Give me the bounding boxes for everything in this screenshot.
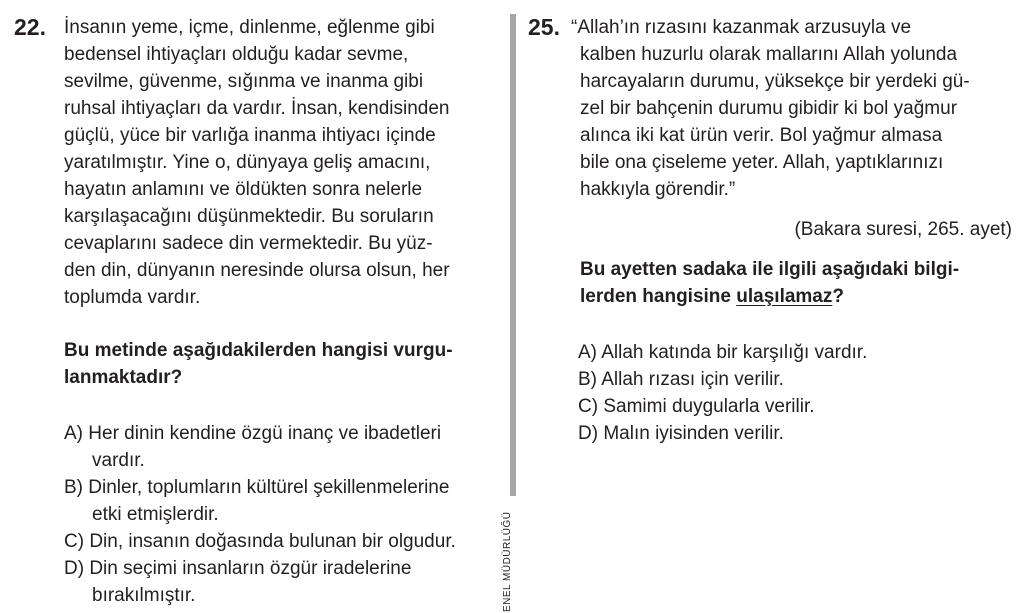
q25-option-c[interactable]: C) Samimi duygularla verilir. — [578, 396, 815, 417]
q25-source: (Bakara suresi, 265. ayet) — [794, 219, 1012, 240]
q25-question-underlined: ulaşılamaz — [736, 286, 833, 307]
q22-option-c[interactable]: C) Din, insanın doğasında bulunan bir olgudur. — [64, 531, 456, 552]
q22-text-line: karşılaşacağını düşünmektedir. Bu soruların — [64, 206, 434, 227]
q22-text-line: yaratılmıştır. Yine o, dünyaya geliş amacını, — [64, 152, 431, 173]
q25-option-a[interactable]: A) Allah katında bir karşılığı vardır. — [578, 342, 868, 363]
q25-quote-line: “Allah’ın rızasını kazanmak arzusuyla ve — [571, 17, 912, 38]
q25-quote-line: bile ona çiseleme yeter. Allah, yaptıklarınızı — [580, 152, 944, 173]
q22-text-line: ruhsal ihtiyaçları da vardır. İnsan, kendisinden — [64, 98, 450, 119]
q25-question-line: Bu ayetten sadaka ile ilgili aşağıdaki bilgi- — [580, 259, 960, 280]
q22-text-line: sevilme, güvenme, sığınma ve inanma gibi — [64, 71, 424, 92]
q22-text-line: cevaplarını sadece din vermektedir. Bu yüz- — [64, 233, 433, 254]
question-22-number: 22. — [14, 14, 46, 40]
q25-question-line — [580, 283, 844, 310]
q22-question-line: Bu metinde aşağıdakilerden hangisi vurgu- — [64, 340, 453, 361]
q25-quote-line: zel bir bahçenin durumu gibidir ki bol yağmur — [580, 98, 958, 119]
q22-question-line: lanmaktadır? — [64, 367, 183, 388]
q25-quote-line: alınca iki kat ürün verir. Bol yağmur almasa — [580, 125, 943, 146]
q22-option-a[interactable]: A) Her dinin kendine özgü inanç ve ibadetleri — [64, 423, 442, 444]
q22-text-line: bedensel ihtiyaçları olduğu kadar sevme, — [64, 44, 409, 65]
q25-option-d[interactable]: D) Malın iyisinden verilir. — [578, 423, 784, 444]
q22-text-line: toplumda vardır. — [64, 287, 201, 308]
q25-quote-line: hakkıyla görendir.” — [580, 179, 736, 200]
q22-text-line: den din, dünyanın neresinde olursa olsun, her — [64, 260, 450, 281]
column-divider — [510, 14, 516, 496]
q25-quote-line: harcayaların durumu, yüksekçe bir yerdeki gü- — [580, 71, 970, 92]
question-25-number: 25. — [528, 14, 560, 40]
q22-option-d-cont: bırakılmıştır. — [92, 585, 196, 606]
q25-question-mark: ? — [832, 286, 844, 307]
q22-option-d[interactable]: D) Din seçimi insanların özgür iradelerine — [64, 558, 412, 579]
q25-question-pre: lerden hangisine — [580, 286, 737, 307]
q22-text-line: güçlü, yüce bir varlığa inanma ihtiyacı içinde — [64, 125, 436, 146]
q25-quote-line: kalben huzurlu olarak mallarını Allah yolunda — [580, 44, 958, 65]
q22-option-a-cont: vardır. — [92, 450, 145, 471]
q22-text-line: İnsanın yeme, içme, dinlenme, eğlenme gibi — [64, 17, 435, 38]
side-label: ENEL MÜDÜRLÜĞÜ — [502, 511, 513, 612]
q25-option-b[interactable]: B) Allah rızası için verilir. — [578, 369, 784, 390]
q22-text-line: hayatın anlamını ve öldükten sonra nelerle — [64, 179, 423, 200]
q22-option-b[interactable]: B) Dinler, toplumların kültürel şekillenmelerine — [64, 477, 450, 498]
q22-option-b-cont: etki etmişlerdir. — [92, 504, 219, 525]
